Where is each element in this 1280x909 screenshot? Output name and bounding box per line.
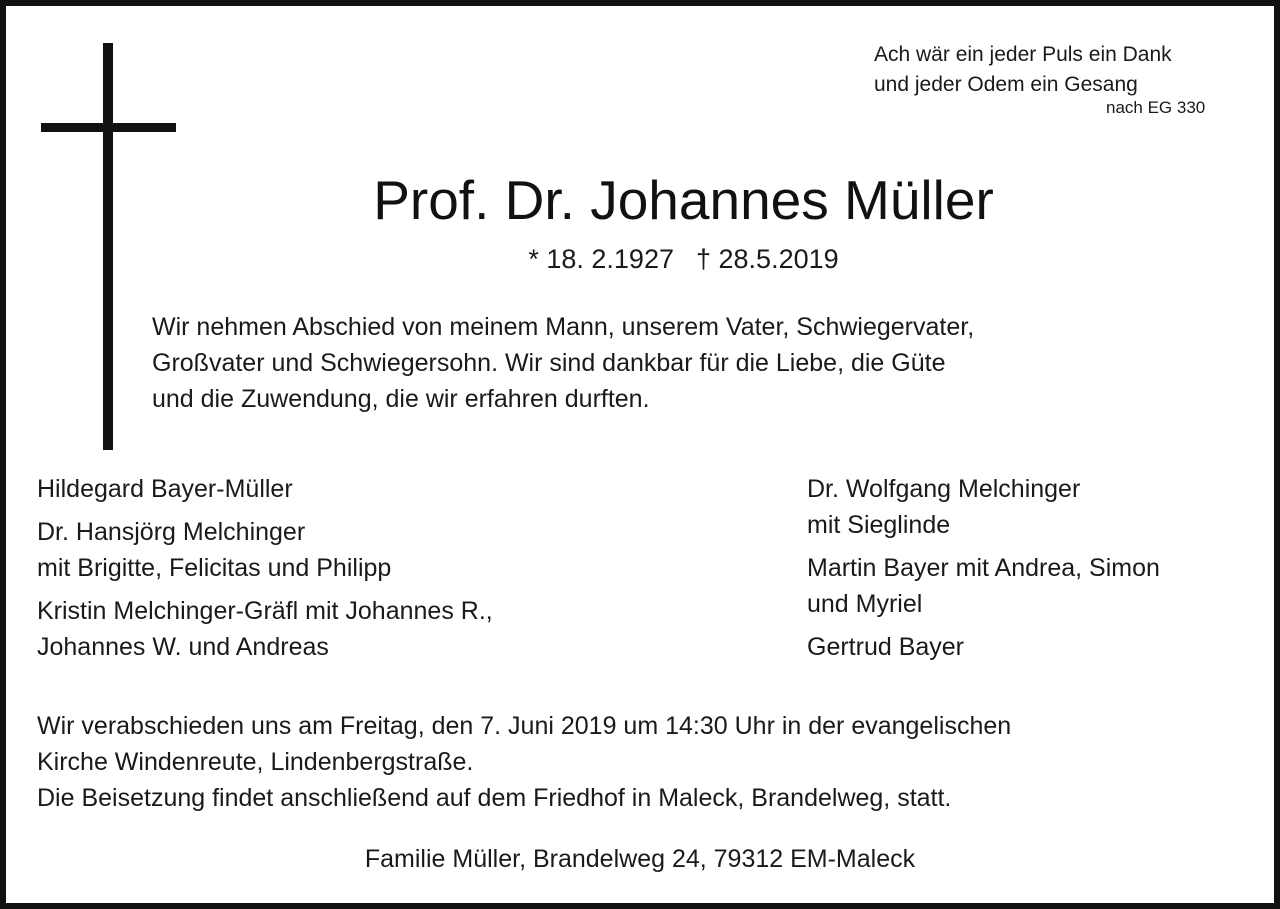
mourner-entry [37,514,493,586]
service-line: Die Beisetzung findet anschließend auf dem Friedhof in Maleck, Brandelweg, statt. [37,784,952,812]
service-line: Kirche Windenreute, Lindenbergstraße. [37,748,474,776]
mourner-line: Martin Bayer mit Andrea, Simon [807,554,1160,582]
mourner-entry [37,593,493,665]
mourner-entry [807,471,1160,543]
service-details [37,708,1257,816]
deceased-name: Prof. Dr. Johannes Müller [373,169,994,231]
verse-source: nach EG 330 [1106,98,1206,117]
mourner-entry [807,550,1160,622]
family-address: Familie Müller, Brandelweg 24, 79312 EM-Maleck [364,845,916,873]
mourner-line: Dr. Wolfgang Melchinger [807,475,1081,503]
death-date: † 28.5.2019 [696,244,839,274]
farewell-line: Wir nehmen Abschied von meinem Mann, unserem Vater, Schwiegervater, [152,313,975,341]
mourner-entry [807,629,1160,665]
mourner-line: mit Sieglinde [807,511,951,539]
farewell-line: Großvater und Schwiegersohn. Wir sind dankbar für die Liebe, die Güte [152,349,946,377]
mourner-line: und Myriel [807,590,923,618]
farewell-line: und die Zuwendung, die wir erfahren durften. [152,385,650,413]
bible-verse [874,40,1172,100]
mourner-line: Hildegard Bayer-Müller [37,475,293,503]
farewell-text [152,309,1192,417]
mourners-left-column [37,471,493,672]
mourner-line: Johannes W. und Andreas [37,633,329,661]
verse-line: und jeder Odem ein Gesang [874,73,1138,96]
mourner-entry [37,471,493,507]
birth-date: * 18. 2.1927 [528,244,674,274]
mourner-line: Kristin Melchinger-Gräfl mit Johannes R., [37,597,493,625]
mourner-line: Dr. Hansjörg Melchinger [37,518,306,546]
verse-line: Ach wär ein jeder Puls ein Dank [874,43,1172,66]
mourners-right-column [807,471,1160,672]
mourner-line: Gertrud Bayer [807,633,965,661]
life-dates [6,242,1280,276]
mourner-line: mit Brigitte, Felicitas und Philipp [37,554,392,582]
cross-horizontal-bar [41,123,176,132]
service-line: Wir verabschieden uns am Freitag, den 7. Juni 2019 um 14:30 Uhr in der evangelischen [37,712,1012,740]
